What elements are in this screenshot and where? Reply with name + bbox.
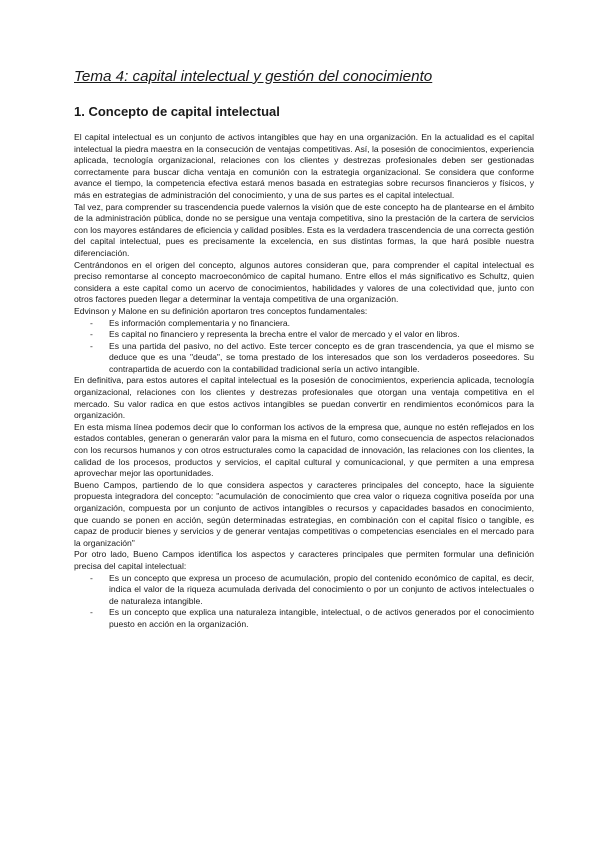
section-heading: 1. Concepto de capital intelectual <box>74 104 280 119</box>
bullet-list <box>74 318 534 376</box>
list-item: - Es un concepto que explica una naturaleza intangible, intelectual, o de activos generados por el conocimiento puesto en acción en la organización. <box>74 607 534 630</box>
bullet-list <box>74 573 534 631</box>
paragraph: En definitiva, para estos autores el capital intelectual es la posesión de conocimientos, experiencia aplicada, tecnología organizacional, relaciones con los clientes y destrezas profesionales que otorgan una ventaja competitiva en el mercado. Su valor radica en que estos activos intangibles se puedan convertir en rendimientos económicos para la organización. <box>74 375 534 421</box>
paragraph: En esta misma línea podemos decir que lo conforman los activos de la empresa que, aunque no estén reflejados en los estados contables, generan o generarán valor para la misma en el futuro, como consecuencia de aspectos relacionados con los recursos humanos y con otros estructurales como la capacidad de innovación, las relaciones con los clientes, la calidad de los procesos, productos y servicios, el capital cultural y comunicacional, y que permiten a una empresa aprovechar mejor las oportunidades. <box>74 421 534 479</box>
list-item: - Es un concepto que expresa un proceso de acumulación, propio del contenido económico de capital, es decir, indica el valor de la riqueza acumulada derivada del conocimiento o por un conjunto de activos intelectuales o de naturaleza intangible. <box>74 573 534 608</box>
paragraph: Edvinson y Malone en su definición aportaron tres conceptos fundamentales: <box>74 305 368 316</box>
list-item: - Es información complementaria y no financiera. <box>74 318 534 330</box>
paragraph: Por otro lado, Bueno Campos identifica los aspectos y caracteres principales que permiten formular una definición precisa del capital intelectual: <box>74 549 534 571</box>
paragraph: Centrándonos en el origen del concepto, algunos autores consideran que, para comprender el capital intelectual es preciso remontarse al concepto macroeconómico de capital humano. Entre ellos el más significativo es Schultz, quien considera a este capital como un acervo de conocimientos, habilidades y valores de una colectividad que, junto con otros factores pueden llegar a determinar la ventaja competitiva de una organización. <box>74 259 534 305</box>
paragraph: El capital intelectual es un conjunto de activos intangibles que hay en una organización. En la actualidad es el capital intelectual la piedra maestra en la consecución de ventajas competitivas. Así, la posesión de conocimientos, experiencia aplicada, tecnología organizacional, relaciones con los clientes y destrezas profesionales deben ser gestionadas correctamente para buscar dicha ventaja en comunión con la estrategia organizacional. Se considera que conforme avance el tiempo, la competencia efectiva estará menos basada en estrategias sobre recursos financieros y físicos, y más en estrategias de administración del conocimiento, y una de sus partes es el capital intelectual. <box>74 132 534 200</box>
paragraph: Tal vez, para comprender su trascendencia puede valernos la visión que de este concepto ha de plantearse en el ámbito de la administración pública, donde no se persigue una ventaja competitiva, sino la prestación de la cartera de servicios con los mayores estándares de eficiencia y calidad posibles. Esta es la verdadera trascendencia de una correcta gestión del capital intelectual, pues es precisamente la excelencia, en sus distintas formas, la que hará posible nuestra diferenciación. <box>74 201 534 258</box>
document-title: Tema 4: capital intelectual y gestión del conocimiento <box>74 68 433 85</box>
list-item: - Es capital no financiero y representa la brecha entre el valor de mercado y el valor en libros. <box>74 329 534 341</box>
list-item: - Es una partida del pasivo, no del activo. Este tercer concepto es de gran trascendencia, ya que el mismo se deduce que es una "deuda", se toma prestado de los interesados que son los verdaderos poseedores. Su contrapartida de acuerdo con la contabilidad tradicional sería un activo intangible. <box>74 341 534 376</box>
paragraph: Bueno Campos, partiendo de lo que considera aspectos y caracteres principales del concepto, hace la siguiente propuesta integradora del concepto: "acumulación de conocimiento que crea valor o riqueza cognitiva poseída por una organización, compuesta por un conjunto de activos intangibles o recursos y capacidades basados en conocimiento, que cuando se ponen en acción, según determinadas estrategias, en combinación con el capital físico o tangible, es capaz de producir bienes y servicios y de generar ventajas competitivas o competencias esenciales en el mercado para la organización" <box>74 479 534 548</box>
